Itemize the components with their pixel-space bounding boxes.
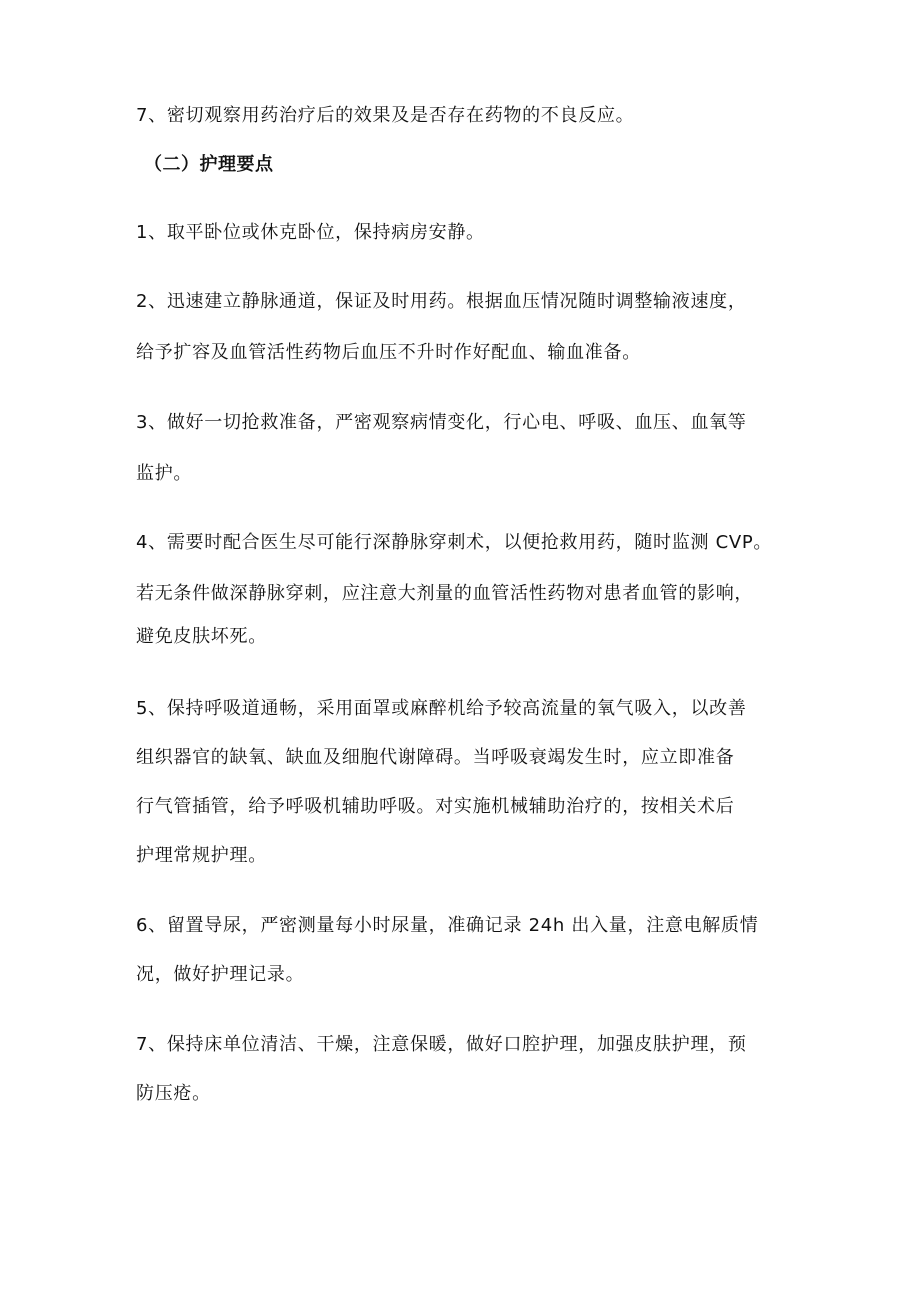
item-4-line-2: 若无条件做深静脉穿刺，应注意大剂量的血管活性药物对患者血管的影响， — [136, 583, 754, 604]
item-6-line-1: 6、留置导尿，严密测量每小时尿量，准确记录 24h 出入量，注意电解质情 — [136, 915, 759, 936]
item-2-line-2: 给予扩容及血管活性药物后血压不升时作好配血、输血准备。 — [136, 342, 641, 363]
item-4-line-1: 4、需要时配合医生尽可能行深静脉穿刺术，以便抢救用药，随时监测 CVP。 — [136, 532, 773, 553]
item-3-line-1: 3、做好一切抢救准备，严密观察病情变化，行心电、呼吸、血压、血氧等 — [136, 412, 747, 433]
item-5-line-3: 行气管插管，给予呼吸机辅助呼吸。对实施机械辅助治疗的，按相关术后 — [136, 796, 735, 817]
item-6-line-2: 况，做好护理记录。 — [136, 964, 305, 985]
item-5-line-2: 组织器官的缺氧、缺血及细胞代谢障碍。当呼吸衰竭发生时，应立即准备 — [136, 747, 735, 768]
item-4-line-3: 避免皮肤坏死。 — [136, 626, 267, 647]
item-7-line-1: 7、保持床单位清洁、干燥，注意保暖，做好口腔护理，加强皮肤护理，预 — [136, 1034, 747, 1055]
item-5-line-1: 5、保持呼吸道通畅，采用面罩或麻醉机给予较高流量的氧气吸入，以改善 — [136, 698, 747, 719]
item-1-line-1: 1、取平卧位或休克卧位，保持病房安静。 — [136, 222, 485, 243]
section-heading: （二）护理要点 — [144, 154, 274, 175]
item-2-line-1: 2、迅速建立静脉通道，保证及时用药。根据血压情况随时调整输液速度， — [136, 291, 747, 312]
intro-item-line: 7、密切观察用药治疗后的效果及是否存在药物的不良反应。 — [136, 105, 635, 126]
item-5-line-4: 护理常规护理。 — [136, 845, 267, 866]
item-3-line-2: 监护。 — [136, 463, 193, 484]
item-7-line-2: 防压疮。 — [136, 1083, 211, 1104]
